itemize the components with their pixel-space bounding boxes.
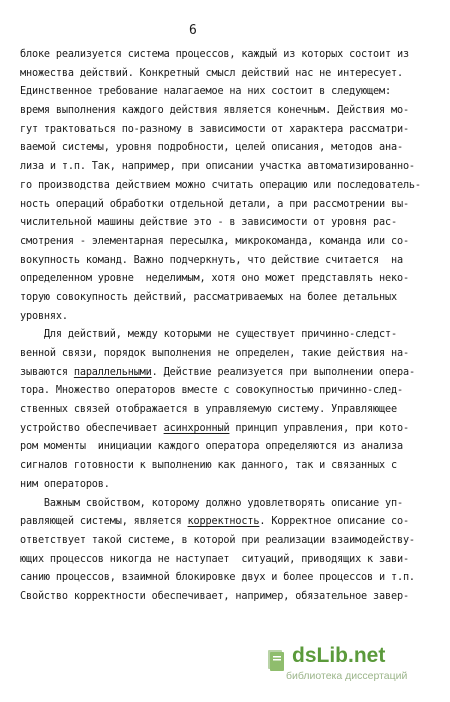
text-line: Для действий, между которыми не существует причинно-следст- [20,329,397,341]
text-line: ющих процессов никогда не наступает ситуаций, приводящих к зави- [20,553,409,565]
text-line: зываются параллельными. Действие реализуется при выполнении опера- [20,366,415,378]
text-line: ответствует такой системе, в которой при реализации взаимодейству- [20,534,415,546]
text-line: венной связи, порядок выполнения не определен, такие действия на- [20,348,409,359]
text-line: санию процессов, взаимной блокировке двух и более процессов и т.п. [20,572,415,584]
underlined-term: асинхронный [163,422,230,434]
text-line: сигналов готовности к выполнению как данного, так и связанных с [20,460,397,472]
underlined-term: корректность [187,516,260,528]
page-number: 6 [189,23,197,38]
text-line: числительной машины действие это - в зависимости от уровня рас- [20,217,397,229]
text-line: вокупность команд. Важно подчеркнуть, что действие считается на [20,254,403,266]
text-line: гут трактоваться по-разному в зависимости от характера рассматри- [20,123,409,135]
text-line: ним операторов. [20,478,110,490]
text-line: торую совокупность действий, рассматриваемых на более детальных [20,291,397,303]
text-line: Единственное требование налагаемое на них состоит в следующем: [20,86,391,98]
paragraph-1 [20,46,440,326]
text-line: смотрения - элементарная пересылка, микрокоманда, команда или со- [20,235,409,247]
book-logo-icon [266,648,286,672]
paragraph-3 [20,495,440,607]
watermark-domain: dsLib.net [292,644,386,667]
text-line: лиза и т.п. Так, например, при описании участка автоматизированно- [20,161,415,173]
text-line: уровнях. [20,310,68,322]
watermark [266,644,436,688]
watermark-caption: библиотека диссертаций [286,670,408,682]
text-line: равляющей системы, является корректность. Корректное описание со- [20,516,409,528]
text-line: устройство обеспечивает асинхронный принцип управления, при кото- [20,422,409,434]
text-line: блоке реализуется система процессов, каждый из которых состоит из [20,49,409,60]
underlined-term: параллельными [73,366,152,378]
text-line: го производства действием можно считать операцию или последователь- [20,179,421,191]
text-line: ром моменты инициации каждого оператора определяются из анализа [20,441,403,453]
text-line: определенном уровне неделимым, хотя оно может представлять неко- [20,273,409,285]
text-line: Свойство корректности обеспечивает, например, обязательное завер- [20,590,409,602]
text-line: тора. Множество операторов вместе с совокупностью причинно-след- [20,385,403,397]
text-line: время выполнения каждого действия является конечным. Действия мо- [20,105,409,117]
document-body [20,46,440,607]
text-line: ваемой системы, уровня подробности, целей описания, методов ана- [20,142,403,154]
paragraph-2 [20,326,440,494]
text-line: множества действий. Конкретный смысл действий нас не интересует. [20,67,403,79]
text-line: ность операций обработки отдельной детали, а при рассмотрении вы- [20,198,409,210]
text-line: ственных связей отображается в управляемую систему. Управляющее [20,404,397,416]
text-line: Важным свойством, которому должно удовлетворять описание уп- [20,497,403,509]
